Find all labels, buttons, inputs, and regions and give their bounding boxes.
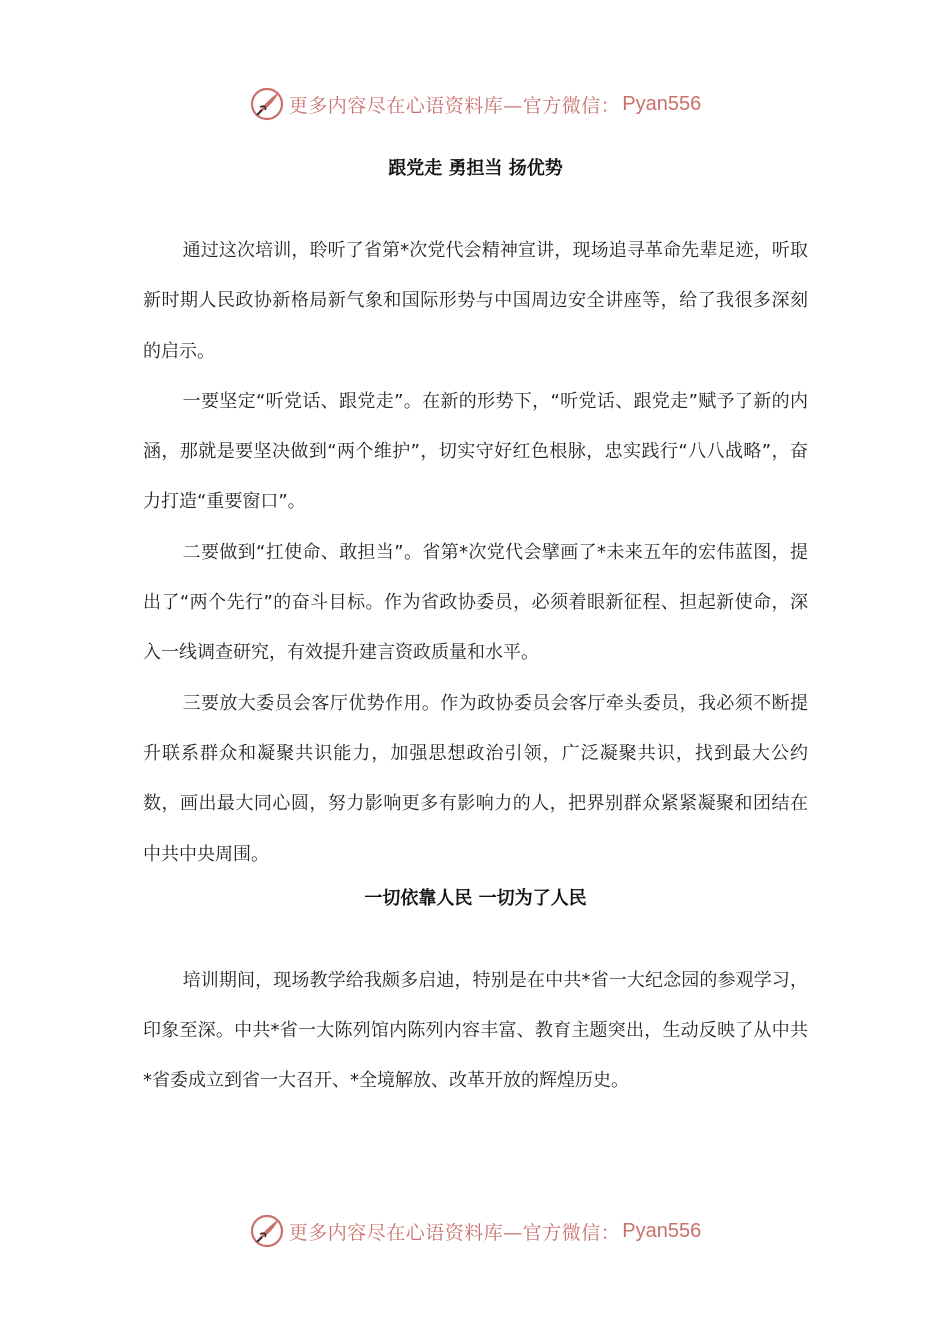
quill-logo-icon (249, 1213, 285, 1249)
watermark-text: 更多内容尽在心语资料库—官方微信： (288, 94, 621, 117)
footer-watermark (0, 1211, 950, 1251)
watermark-text: 更多内容尽在心语资料库—官方微信： (288, 1221, 621, 1244)
watermark-id: Pyan556 (622, 92, 702, 115)
section-heading-2: 一切依靠人民 一切为了人民 (364, 887, 587, 909)
paragraph-1-3: 二要做到“扛使命、敢担当”。省第*次党代会擘画了*未来五年的宏伟蓝图，提出了“两个先行”的奋斗目标。作为省政协委员，必须着眼新征程、担起新使命，深入一线调查研究，有效提升建言资政质量和水平。 (143, 541, 808, 664)
paragraph-1-2: 一要坚定“听党话、跟党走”。在新的形势下，“听党话、跟党走”赋予了新的内涵，那就是要坚决做到“两个维护”，切实守好红色根脉，忠实践行“八八战略”，奋力打造“重要窗口”。 (143, 390, 808, 513)
section-heading-1: 跟党走 勇担当 扬优势 (388, 158, 563, 179)
paragraph-2-1: 培训期间，现场教学给我颇多启迪，特别是在中共*省一大纪念园的参观学习，印象至深。中共*省一大陈列馆内陈列内容丰富、教育主题突出，生动反映了从中共*省委成立到省一大召开、*全境解放、改革开放的辉煌历史。 (143, 969, 808, 1092)
watermark-id: Pyan556 (622, 1219, 702, 1242)
paragraph-1-1: 通过这次培训，聆听了省第*次党代会精神宣讲，现场追寻革命先辈足迹，听取新时期人民政协新格局新气象和国际形势与中国周边安全讲座等，给了我很多深刻的启示。 (143, 240, 808, 362)
quill-logo-icon (249, 86, 285, 122)
paragraph-1-4: 三要放大委员会客厅优势作用。作为政协委员会客厅牵头委员，我必须不断提升联系群众和凝聚共识能力，加强思想政治引领，广泛凝聚共识，找到最大公约数，画出最大同心圆，努力影响更多有影响力的人，把界别群众紧紧凝聚和团结在中共中央周围。 (143, 692, 808, 865)
document-body (143, 150, 808, 1107)
header-watermark (0, 84, 950, 124)
